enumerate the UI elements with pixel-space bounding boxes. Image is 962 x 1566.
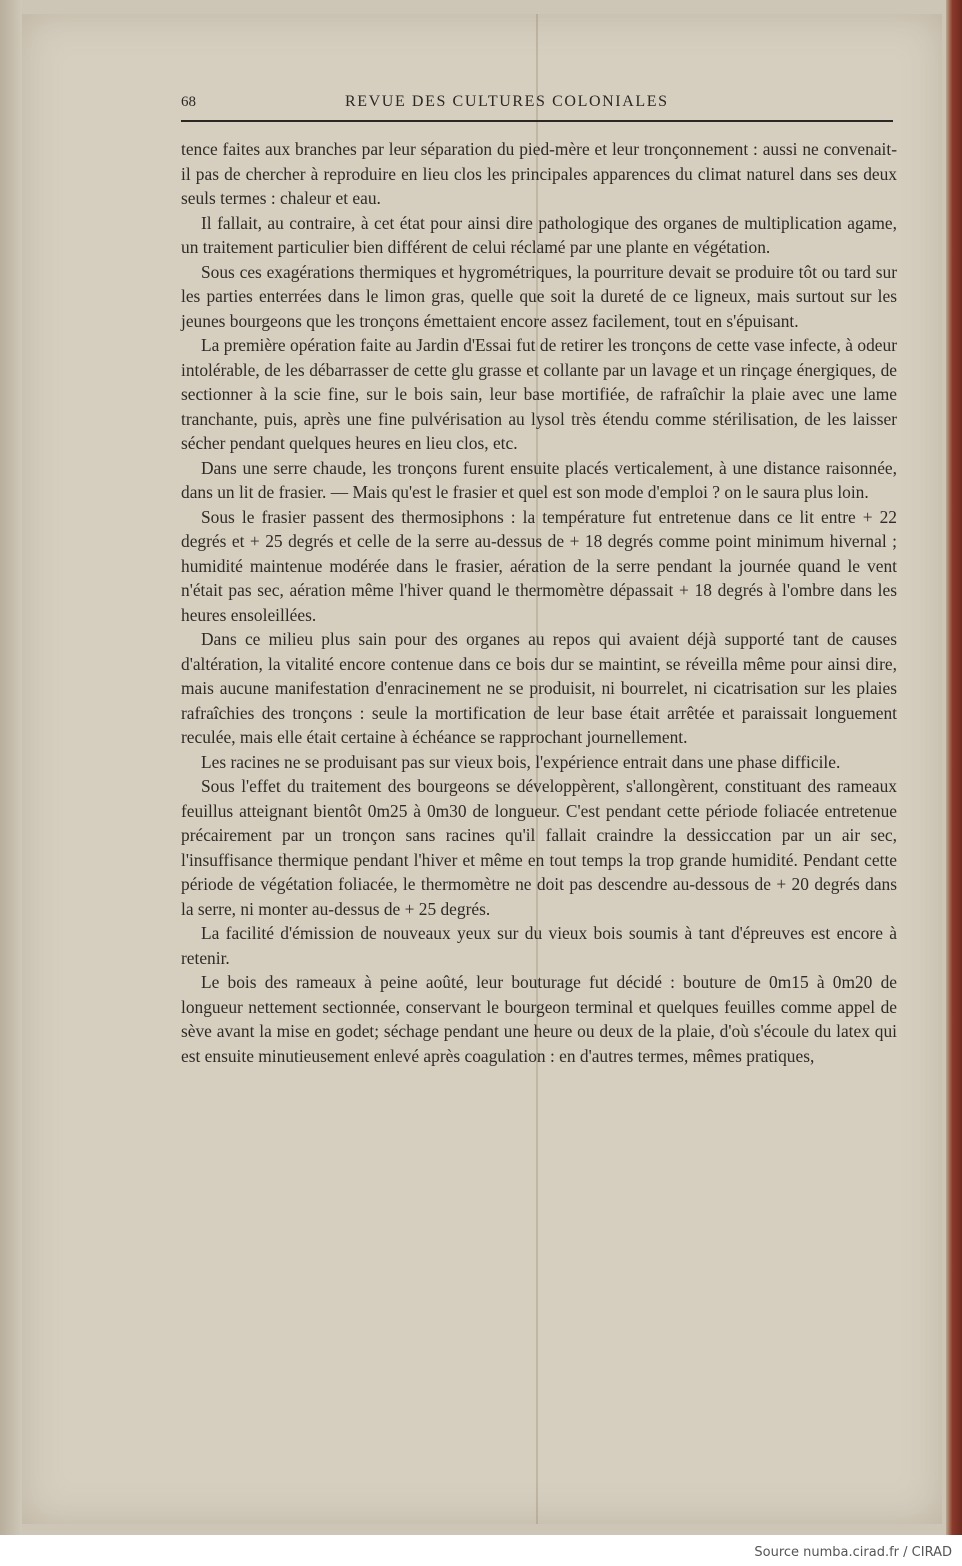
paragraph: Dans ce milieu plus sain pour des organes au repos qui avaient déjà supporté tant de causes d'altération, la vitalité encore contenue dans ce bois dur se maintint, se réveilla même pour ainsi dire, mais aucune manifestation d'enracinement ne se produisit, ni bourrelet, ni cicatrisation sur les plaies rafraîchies des tronçons : seule la mortification de leur base était arrêtée et paraissait longuement reculée, mais elle était certaine à échéance se rapprochant journellement.: [181, 629, 897, 747]
paragraph: Il fallait, au contraire, à cet état pour ainsi dire pathologique des organes de multiplication agame, un traitement particulier bien différent de celui réclamé par une plante en végétation.: [181, 212, 897, 257]
article-body: [181, 137, 897, 1068]
running-title: REVUE DES CULTURES COLONIALES: [345, 93, 669, 110]
paragraph: La première opération faite au Jardin d'Essai fut de retirer les tronçons de cette vase infecte, à odeur intolérable, de les débarrasser de cette glu grasse et collante par un lavage et un rinçage énergiques, de sectionner à la scie fine, sur le bois sain, leur base mortifiée, de rafraîchir la plaie avec une lame tranchante, puis, après une fine pulvérisation au lysol très étendu comme stérilisation, de les laisser sécher pendant quelques heures en lieu clos, etc.: [181, 335, 897, 453]
paragraph: Sous l'effet du traitement des bourgeons se développèrent, s'allongèrent, constituant des rameaux feuillus atteignant bientôt 0m25 à 0m30 de longueur. C'est pendant cette période foliacée entretenue précairement par un tronçon sans racines qu'il fallait craindre la dessiccation par un air sec, l'insuffisance thermique pendant l'hiver et même en tout temps la trop grande humidité. Pendant cette période de végétation foliacée, le thermomètre ne doit pas descendre au-dessous de + 20 degrés dans la serre, ni monter au-dessus de + 25 degrés.: [181, 776, 897, 919]
paragraph: Dans une serre chaude, les tronçons furent ensuite placés verticalement, à une distance raisonnée, dans un lit de frasier. — Mais qu'est le frasier et quel est son mode d'emploi ? on le saura plus loin.: [181, 457, 897, 502]
source-credit: Source numba.cirad.fr / CIRAD: [754, 1545, 952, 1560]
paragraph: Sous le frasier passent des thermosiphons : la température fut entretenue dans ce lit entre + 22 degrés et + 25 degrés et celle de la serre au-dessus de + 18 degrés comme point minimum hivernal ; humidité maintenue modérée dans le frasier, aération de la serre pendant la journée quand le vent n'était pas sec, aération même l'hiver quand le thermomètre dépassait + 18 degrés à l'ombre dans les heures ensoleillées.: [181, 506, 897, 625]
paragraph: Sous ces exagérations thermiques et hygrométriques, la pourriture devait se produire tôt ou tard sur les parties enterrées dans le limon gras, quelle que soit la dureté de ce ligneux, mais surtout sur les jeunes bourgeons que les tronçons émettaient encore assez facilement, tout en s'épuisant.: [181, 261, 897, 331]
page-header: [181, 90, 893, 122]
paragraph: Les racines ne se produisant pas sur vieux bois, l'expérience entrait dans une phase difficile.: [201, 751, 841, 772]
book-spine: [946, 0, 962, 1535]
paragraph: Le bois des rameaux à peine aoûté, leur bouturage fut décidé : bouture de 0m15 à 0m20 de longueur nettement sectionnée, conservant le bourgeon terminal et quelques feuilles comme appel de sève avant la mise en godet; séchage pendant une heure ou deux de la plaie, d'où s'écoule du latex qui est ensuite minutieusement enlevé après coagulation : en d'autres termes, mêmes pratiques,: [181, 972, 897, 1066]
paragraph: tence faites aux branches par leur séparation du pied-mère et leur tronçonnement : aussi ne convenait-il pas de chercher à reproduire en lieu clos les principales apparences du climat naturel dans ses deux seuls termes : chaleur et eau.: [181, 139, 897, 208]
paragraph: La facilité d'émission de nouveaux yeux sur du vieux bois soumis à tant d'épreuves est encore à retenir.: [181, 923, 897, 968]
left-page-edge: [0, 0, 22, 1535]
page-number: 68: [181, 94, 196, 110]
